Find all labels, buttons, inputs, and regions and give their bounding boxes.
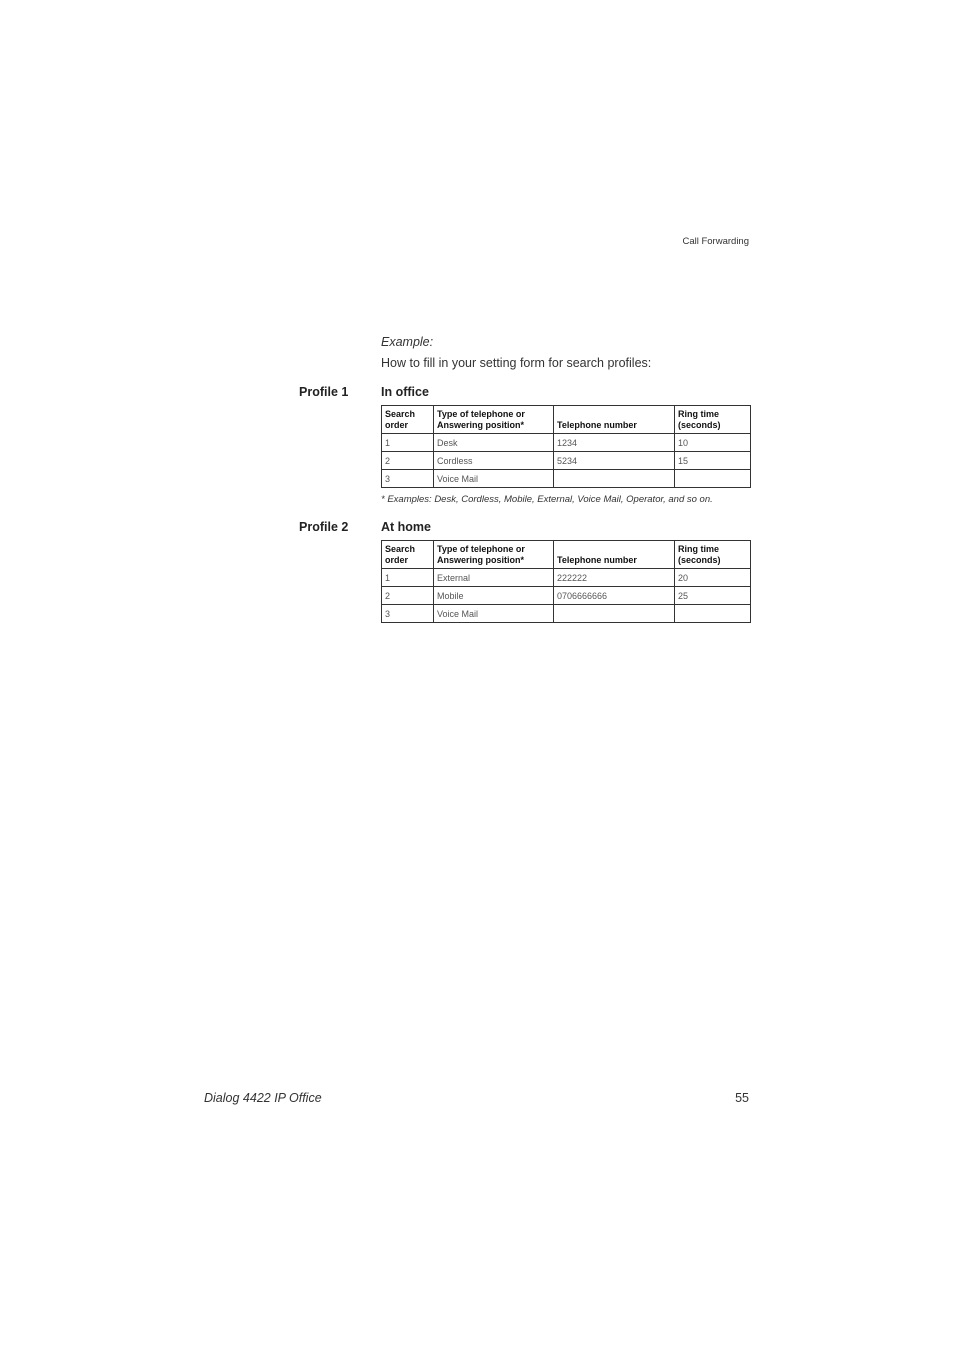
table-row — [382, 605, 751, 623]
profile-2-name: At home — [381, 520, 431, 534]
intro-text: How to fill in your setting form for search profiles: — [381, 356, 652, 370]
table-row — [382, 587, 751, 605]
table-row — [382, 452, 751, 470]
type-cell: Voice Mail — [434, 605, 554, 623]
search-order-header: Search order — [382, 406, 434, 434]
type-cell: Desk — [434, 434, 554, 452]
table-header-row — [382, 541, 751, 569]
footer-document-title: Dialog 4422 IP Office — [204, 1091, 322, 1105]
ring-time-header: Ring time (seconds) — [675, 541, 751, 569]
profile-1-name: In office — [381, 385, 429, 399]
table-row — [382, 470, 751, 488]
ring-time-cell: 25 — [675, 587, 751, 605]
ring-time-cell: 20 — [675, 569, 751, 587]
type-cell: Mobile — [434, 587, 554, 605]
search-order-header: Search order — [382, 541, 434, 569]
running-header: Call Forwarding — [682, 236, 749, 247]
type-cell: External — [434, 569, 554, 587]
type-cell: Cordless — [434, 452, 554, 470]
ring-time-cell — [675, 605, 751, 623]
table-row — [382, 569, 751, 587]
search-order-cell: 1 — [382, 434, 434, 452]
table-row — [382, 434, 751, 452]
profile-2-label: Profile 2 — [299, 520, 349, 534]
telephone-number-cell: 222222 — [554, 569, 675, 587]
telephone-number-header: Telephone number — [554, 406, 675, 434]
search-order-cell: 3 — [382, 470, 434, 488]
search-order-cell: 1 — [382, 569, 434, 587]
telephone-number-cell: 0706666666 — [554, 587, 675, 605]
footnote: * Examples: Desk, Cordless, Mobile, External, Voice Mail, Operator, and so on. — [381, 494, 713, 505]
telephone-number-cell: 5234 — [554, 452, 675, 470]
example-label: Example: — [381, 335, 434, 349]
telephone-number-cell — [554, 605, 675, 623]
type-header: Type of telephone or Answering position* — [434, 406, 554, 434]
ring-time-cell: 15 — [675, 452, 751, 470]
type-header: Type of telephone or Answering position* — [434, 541, 554, 569]
search-order-cell: 2 — [382, 452, 434, 470]
ring-time-cell — [675, 470, 751, 488]
page-number: 55 — [735, 1091, 749, 1105]
search-order-cell: 2 — [382, 587, 434, 605]
ring-time-header: Ring time (seconds) — [675, 406, 751, 434]
profile-1-label: Profile 1 — [299, 385, 349, 399]
profile-1-table — [381, 405, 751, 488]
telephone-number-cell — [554, 470, 675, 488]
table-header-row — [382, 406, 751, 434]
telephone-number-cell: 1234 — [554, 434, 675, 452]
profile-2-table — [381, 540, 751, 623]
search-order-cell: 3 — [382, 605, 434, 623]
telephone-number-header: Telephone number — [554, 541, 675, 569]
type-cell: Voice Mail — [434, 470, 554, 488]
ring-time-cell: 10 — [675, 434, 751, 452]
